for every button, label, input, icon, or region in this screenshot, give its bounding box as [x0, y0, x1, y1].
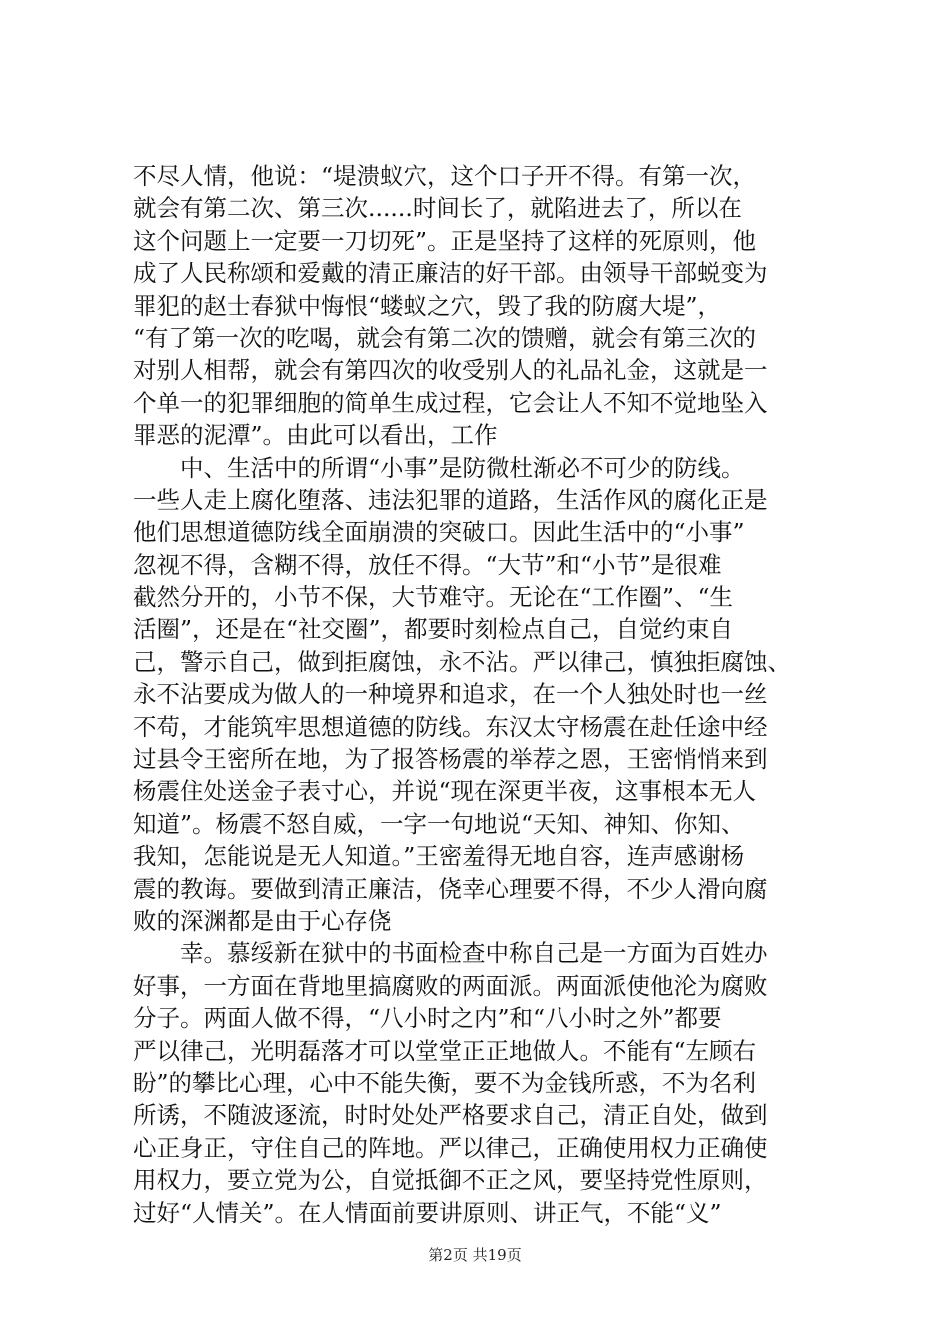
text-line: 我知，怎能说是无人知道。”王密羞得无地自容，连声感谢杨	[133, 842, 745, 871]
text-line: 罪犯的赵士春狱中悔恨“蝼蚁之穴，毁了我的防腐大堤”，	[133, 291, 722, 320]
text-line: 过好“人情关”。在人情面前要讲原则、讲正气，不能“义”	[133, 1198, 722, 1227]
text-line: 好事，一方面在背地里搞腐败的两面派。两面派使他沦为腐败	[133, 971, 768, 1000]
text-line: 知道”。杨震不怒自威，一字一句地说“天知、神知、你知、	[133, 809, 745, 838]
text-line: 震的教诲。要做到清正廉洁，侥幸心理要不得，不少人滑向腐	[133, 874, 768, 903]
text-line: 杨震住处送金子表寸心，并说“现在深更半夜，这事根本无人	[133, 777, 757, 806]
text-line: 就会有第二次、第三次......时间长了，就陷进去了，所以在	[133, 194, 742, 223]
text-line: 忽视不得，含糊不得，放任不得。“大节”和“小节”是很难	[133, 550, 722, 579]
text-line: 罪恶的泥潭”。由此可以看出，工作	[133, 421, 498, 450]
text-line: 不苟，才能筑牢思想道德的防线。东汉太守杨震在赴任途中经	[133, 712, 768, 741]
text-line: 活圈”，还是在“社交圈”，都要时刻检点自己，自觉约束自	[133, 615, 734, 644]
text-line: 截然分开的，小节不保，大节难守。无论在“工作圈”、“生	[133, 583, 734, 612]
text-line: 一些人走上腐化堕落、违法犯罪的道路，生活作风的腐化正是	[133, 485, 768, 514]
text-line: “有了第一次的吃喝，就会有第二次的馈赠，就会有第三次的	[133, 323, 757, 352]
text-line: 这个问题上一定要一刀切死”。正是坚持了这样的死原则，他	[133, 226, 757, 255]
body-text	[133, 160, 833, 1229]
text-line: 个单一的犯罪细胞的简单生成过程，它会让人不知不觉地坠入	[133, 388, 768, 417]
text-line: 成了人民称颂和爱戴的清正廉洁的好干部。由领导干部蜕变为	[133, 259, 768, 288]
page-footer: 第2页 共19页	[428, 1246, 522, 1264]
text-line: 过县令王密所在地，为了报答杨震的举荐之恩，王密悄悄来到	[133, 745, 768, 774]
paragraph	[133, 160, 833, 452]
text-line: 心正身正，守住自己的阵地。严以律己，正确使用权力正确使	[133, 1133, 768, 1162]
text-line: 盼”的攀比心理，心中不能失衡，要不为金钱所惑，不为名利	[133, 1068, 757, 1097]
text-line: 幸。慕绥新在狱中的书面检查中称自己是一方面为百姓办	[180, 939, 768, 968]
paragraph	[133, 937, 833, 1229]
text-line: 己，警示自己，做到拒腐蚀，永不沾。严以律己，慎独拒腐蚀、	[133, 647, 791, 676]
paragraph	[133, 452, 833, 938]
text-line: 分子。两面人做不得，“八小时之内”和“八小时之外”都要	[133, 1004, 722, 1033]
text-line: 败的深渊都是由于心存侥	[133, 906, 392, 935]
text-line: 对别人相帮，就会有第四次的收受别人的礼品礼金，这就是一	[133, 356, 768, 385]
text-line: 用权力，要立党为公，自觉抵御不正之风，要坚持党性原则，	[133, 1166, 768, 1195]
text-line: 严以律己，光明磊落才可以堂堂正正地做人。不能有“左顾右	[133, 1036, 757, 1065]
text-line: 所诱，不随波逐流，时时处处严格要求自己，清正自处，做到	[133, 1101, 768, 1130]
text-line: 永不沾要成为做人的一种境界和追求，在一个人独处时也一丝	[133, 680, 768, 709]
text-line: 他们思想道德防线全面崩溃的突破口。因此生活中的“小事”	[133, 518, 745, 547]
text-line: 中、生活中的所谓“小事”是防微杜渐必不可少的防线。	[180, 453, 745, 482]
text-line: 不尽人情，他说：“堤溃蚁穴，这个口子开不得。有第一次，	[133, 162, 757, 190]
